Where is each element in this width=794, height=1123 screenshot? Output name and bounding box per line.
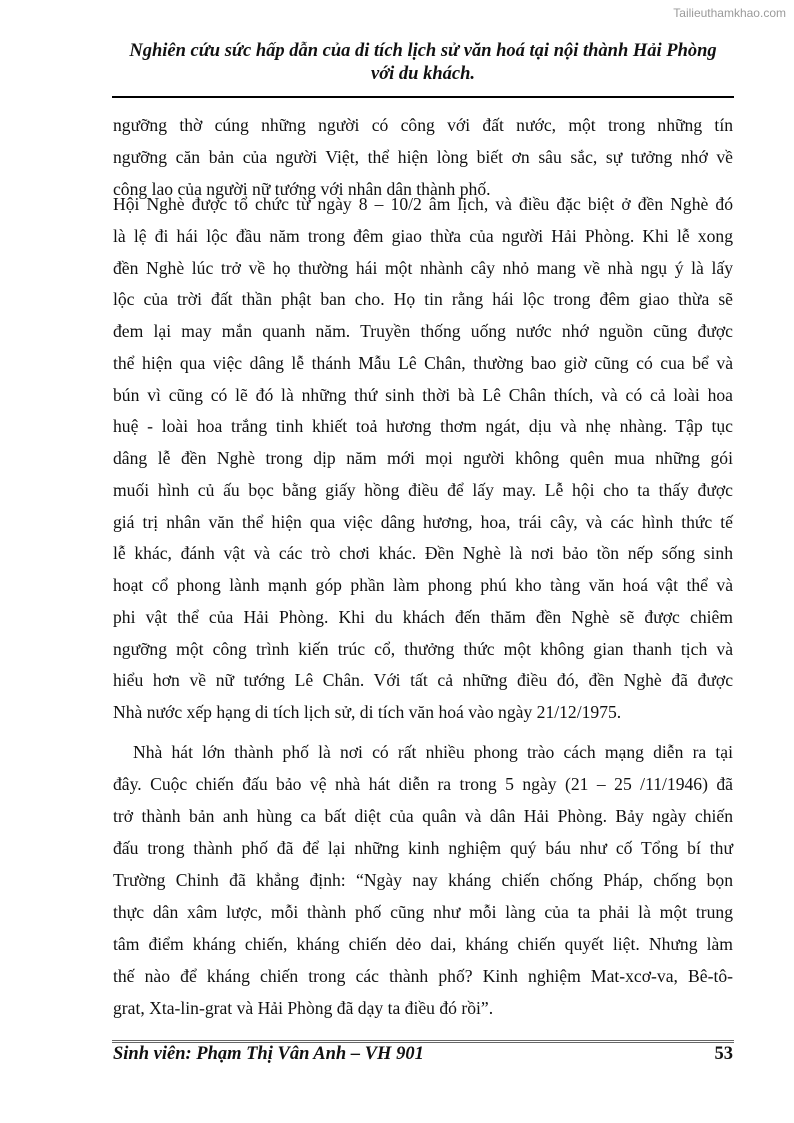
text-line: đây. Cuộc chiến đấu bảo vệ nhà hát diễn ra trong 5 ngày (21 – 25 /11/1946) đã [113, 774, 733, 794]
text-line: đem lại may mắn quanh năm. Truyền thống uống nước nhớ nguồn cũng được [113, 321, 733, 341]
text-line: ngưỡng một công trình kiến trúc cổ, thưởng thức một không gian thanh tịch và [113, 638, 733, 659]
header-rule [112, 96, 734, 98]
text-line: grat, Xta-lin-grat và Hải Phòng đã dạy ta điều đó rồi”. [113, 998, 494, 1018]
text-line: hoạt cổ phong lành mạnh góp phần làm phong phú kho tàng văn hoá vật thể và [113, 575, 733, 595]
header-title-line1: Nghiên cứu sức hấp dẫn của di tích lịch sử văn hoá tại nội thành Hải Phòng [129, 41, 717, 61]
text-line: phi vật thể của Hải Phòng. Khi du khách đến thăm đền Nghè sẽ được chiêm [113, 606, 733, 627]
text-line: hiểu hơn về nữ tướng Lê Chân. Với tất cả những điều đó, đền Nghè đã được [113, 670, 733, 691]
text-line: Hội Nghè được tổ chức từ ngày 8 – 10/2 âm lịch, và điều đặc biệt ở đền Nghè đó [113, 194, 733, 214]
text-line: giá trị nhân văn thể hiện qua việc dâng hương, hoa, trái cây, và các hình thức tế [113, 511, 733, 532]
text-line: dâng lễ đền Nghè trong dịp năm mới mọi người không quên mua những gói [113, 448, 733, 468]
text-line: huệ - loài hoa trắng tinh khiết toả hương thơm ngát, dịu và nhẹ nhàng. Tập tục [113, 416, 733, 437]
footer-student: Sinh viên: Phạm Thị Vân Anh – VH 901 [113, 1044, 424, 1064]
text-line: trở thành bản anh hùng ca bất diệt của quân và dân Hải Phòng. Bảy ngày chiến [113, 806, 733, 826]
text-line: đền Nghè lúc trở về họ thường hái một nhành cây nhỏ mang về nhà ngụ ý là lấy [113, 257, 733, 278]
watermark: Tailieuthamkhao.com [673, 6, 786, 20]
text-line: bún vì cũng có lẽ đó là những thứ sinh thời bà Lê Chân thích, và có cả loài hoa [113, 384, 733, 405]
text-line: đấu trong thành phố đã để lại những kinh nghiệm quý báu như cố Tổng bí thư [113, 838, 733, 858]
text-line: thể hiện qua việc dâng lễ thánh Mẫu Lê Chân, thường bao giờ cũng có cua bể và [113, 352, 733, 373]
text-line: công lao của người nữ tướng với nhân dân thành phố. [113, 178, 491, 199]
text-line: là lệ đi hái lộc đầu năm trong đêm giao thừa của người Hải Phòng. Khi lễ xong [113, 225, 733, 246]
page-number: 53 [714, 1044, 733, 1064]
footer-rule [112, 1040, 734, 1043]
header-title-line2: với du khách. [371, 64, 475, 84]
text-line: ngưỡng căn bản của người Việt, thể hiện lòng biết ơn sâu sắc, sự tưởng nhớ về [113, 146, 733, 167]
paragraph-2 [113, 189, 733, 729]
footer [113, 1044, 733, 1065]
text-line: Nhà hát lớn thành phố là nơi có rất nhiều phong trào cách mạng diễn ra tại [133, 742, 733, 762]
text-line: ngưỡng thờ cúng những người có công với đất nước, một trong những tín [113, 115, 733, 135]
text-line: Trường Chinh đã khẳng định: “Ngày nay kháng chiến chống Pháp, chống bọn [113, 870, 733, 890]
text-line: lộc của trời đất thần phật ban cho. Họ tin rằng hái lộc trong đêm giao thừa sẽ [113, 289, 733, 310]
running-header [112, 40, 734, 86]
text-line: Nhà nước xếp hạng di tích lịch sử, di tích văn hoá vào ngày 21/12/1975. [113, 702, 622, 722]
paragraph-3 [113, 736, 733, 1024]
text-line: muối hình củ ấu bọc bằng giấy hồng điều để lấy may. Lễ hội cho ta thấy được [113, 479, 733, 500]
text-line: lễ khác, đánh vật và các trò chơi khác. Đền Nghè là nơi bảo tồn nếp sống sinh [113, 543, 733, 564]
text-line: thế nào để kháng chiến trong các thành phố? Kinh nghiệm Mat-xcơ-va, Bê-tô- [113, 966, 733, 986]
text-line: tâm điểm kháng chiến, kháng chiến dẻo dai, kháng chiến quyết liệt. Nhưng làm [113, 934, 733, 954]
text-line: thực dân xâm lược, mỗi thành phố cũng như mỗi làng của ta phải là một trung [113, 902, 733, 922]
